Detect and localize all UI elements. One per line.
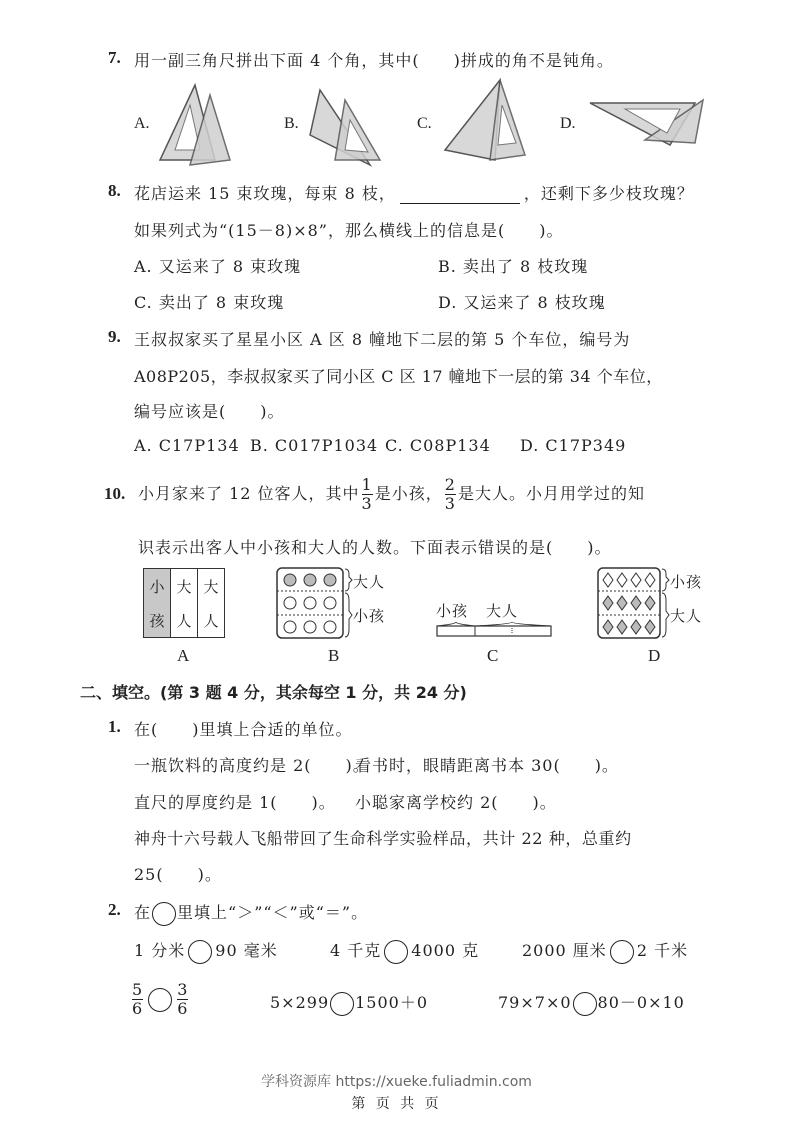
- right-expr: 2 千米: [636, 941, 689, 960]
- compare-circle[interactable]: [384, 940, 408, 964]
- label-adult: 大人: [353, 573, 386, 591]
- fill-item: 神舟十六号载人飞船带回了生命科学实验样品，共计 22 种，总重约: [134, 829, 632, 848]
- fill-q2-title: [134, 900, 368, 926]
- question-number: 8.: [108, 181, 121, 200]
- fill-item: 看书时，眼睛距离书本 30( )。: [355, 756, 619, 775]
- option-a: A. 又运来了 8 束玫瑰: [134, 257, 302, 276]
- question-number: 1.: [108, 717, 121, 736]
- numerator: 1: [361, 475, 373, 494]
- char: 大: [176, 577, 192, 596]
- left-expr: 2000 厘米: [522, 941, 607, 960]
- figure-c-segment-bar: [435, 620, 555, 640]
- question-number: 10.: [104, 484, 126, 503]
- question-7-text: 用一副三角尺拼出下面 4 个角，其中( )拼成的角不是钝角。: [134, 51, 614, 70]
- section-title: 二、填空。(第 3 题 4 分，其余每空 1 分，共 24 分): [80, 683, 467, 702]
- q8-text-before: 花店运来 15 束玫瑰，每束 8 枝，: [134, 184, 396, 203]
- left-expr: 79×7×0: [498, 993, 572, 1012]
- question-10-line2: 识表示出客人中小孩和大人的人数。下面表示错误的是( )。: [138, 538, 612, 557]
- question-number: 2.: [108, 900, 121, 919]
- option-c-label: C.: [417, 115, 432, 132]
- right-expr: 80－0×10: [597, 993, 685, 1012]
- watermark-text: 学科资源库 https://xueke.fuliadmin.com: [261, 1074, 532, 1090]
- fraction: [362, 476, 373, 513]
- label-adult: 大人: [486, 602, 519, 620]
- adult-part: [171, 569, 198, 637]
- char: 人: [203, 611, 219, 630]
- compare-circle[interactable]: [148, 988, 172, 1012]
- q8-text-after: ，还剩下多少枝玫瑰？: [523, 184, 694, 203]
- fill-q1-title: 在( )里填上合适的单位。: [134, 720, 353, 739]
- question-number: 7.: [108, 48, 121, 67]
- denominator: 6: [132, 999, 144, 1018]
- label-child: 小孩: [670, 573, 703, 591]
- denominator: 3: [361, 494, 373, 513]
- compare-item: [130, 978, 190, 1020]
- option-c: C. 卖出了 8 束玫瑰: [134, 293, 285, 312]
- compare-item: [522, 938, 688, 964]
- compare-circle[interactable]: [188, 940, 212, 964]
- char: 人: [176, 611, 192, 630]
- q10-text: 是大人。小月用学过的知: [457, 484, 645, 503]
- figure-label-b: B: [328, 646, 340, 665]
- option-d: D. 又运来了 8 枝玫瑰: [438, 293, 606, 312]
- adult-part: [198, 569, 224, 637]
- fraction: [177, 981, 188, 1018]
- question-number: 9.: [108, 327, 121, 346]
- figure-a-bar: [143, 568, 225, 638]
- right-expr: 1500＋0: [355, 993, 429, 1012]
- triangle-ruler-figure-c: [440, 75, 530, 170]
- fill-item: 直尺的厚度约是 1( )。: [134, 793, 336, 812]
- numerator: 3: [177, 980, 189, 999]
- page-number: 第 页 共 页: [351, 1096, 442, 1112]
- compare-item: [270, 990, 428, 1016]
- denominator: 3: [444, 494, 456, 513]
- figure-label-d: D: [648, 646, 661, 665]
- compare-circle[interactable]: [573, 992, 597, 1016]
- compare-item: [330, 938, 479, 964]
- right-expr: 90 毫米: [215, 941, 278, 960]
- figure-label-c: C: [487, 646, 499, 665]
- fill-item: 一瓶饮料的高度约是 2( )。: [134, 756, 370, 775]
- right-expr: 4000 克: [411, 941, 480, 960]
- option-d-label: D.: [560, 115, 576, 132]
- char: 大: [203, 577, 219, 596]
- label-child: 小孩: [353, 607, 386, 625]
- numerator: 5: [132, 980, 144, 999]
- char: 小: [149, 577, 165, 596]
- fill-item: 25( )。: [134, 865, 222, 884]
- question-9-line2: A08P205，李叔叔家买了同小区 C 区 17 幢地下一层的第 34 个车位，: [134, 367, 663, 386]
- triangle-ruler-figure-a: [150, 80, 240, 170]
- option-a: A. C17P134: [134, 436, 240, 455]
- compare-circle[interactable]: [610, 940, 634, 964]
- left-expr: 5×299: [270, 993, 330, 1012]
- label-adult: 大人: [670, 607, 703, 625]
- compare-item: [134, 938, 278, 964]
- q2-text: 里填上“＞”“＜”或“＝”。: [177, 903, 369, 922]
- left-expr: 4 千克: [330, 941, 382, 960]
- numerator: 2: [444, 475, 456, 494]
- option-b: B. 卖出了 8 枝玫瑰: [438, 257, 589, 276]
- question-10-line1: [138, 474, 645, 514]
- question-9-line1: 王叔叔家买了星星小区 A 区 8 幢地下二层的第 5 个车位，编号为: [134, 330, 631, 349]
- fraction: [445, 476, 456, 513]
- char: 孩: [149, 611, 165, 630]
- answer-blank-line[interactable]: [400, 185, 520, 204]
- option-d: D. C17P349: [520, 436, 627, 455]
- option-a-label: A.: [134, 115, 150, 132]
- left-expr: 1 分米: [134, 941, 186, 960]
- option-c: C. C08P134: [385, 436, 491, 455]
- denominator: 6: [177, 999, 189, 1018]
- question-9-line3: 编号应该是( )。: [134, 402, 285, 421]
- compare-item: [498, 990, 685, 1016]
- triangle-ruler-figure-d: [585, 95, 710, 150]
- question-8-text: [134, 181, 694, 204]
- q10-text: 小月家来了 12 位客人，其中: [138, 484, 360, 503]
- q2-text: 在: [134, 903, 152, 922]
- label-child: 小孩: [436, 602, 469, 620]
- option-b-label: B.: [284, 115, 299, 132]
- compare-circle[interactable]: [330, 992, 354, 1016]
- question-8-line2: 如果列式为“(15－8)×8”，那么横线上的信息是( )。: [134, 221, 564, 240]
- option-b: B. C017P1034: [250, 436, 379, 455]
- fill-item: 小聪家离学校约 2( )。: [355, 793, 557, 812]
- triangle-ruler-figure-b: [300, 80, 390, 170]
- circle-icon: [152, 902, 176, 926]
- fraction: [132, 981, 143, 1018]
- q10-text: 是小孩，: [374, 484, 443, 503]
- child-part: [144, 569, 171, 637]
- figure-label-a: A: [177, 646, 190, 665]
